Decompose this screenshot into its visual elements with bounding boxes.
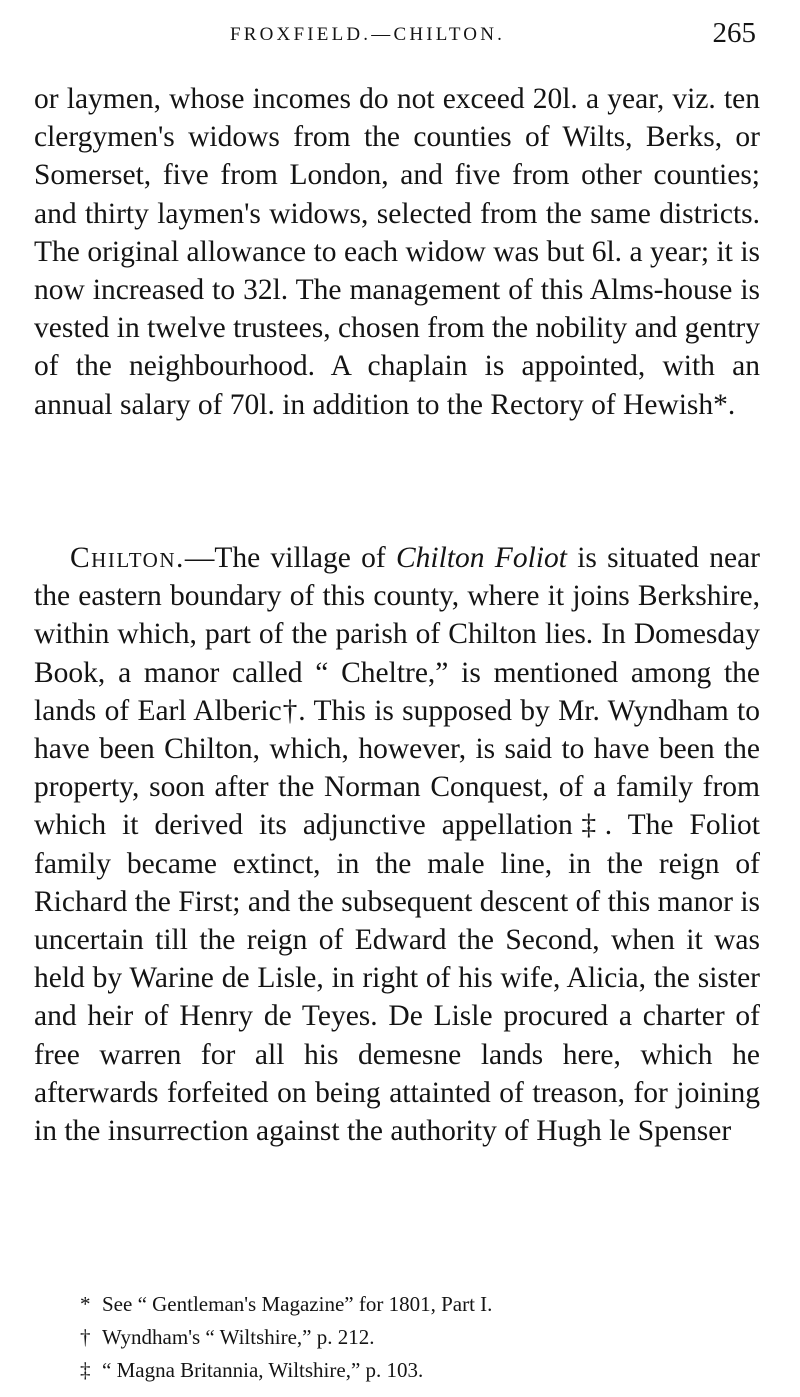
paragraph-chilton-text-b: is situated near the eastern boundary of this county, where it joins Berkshire, within which, part of the parish of Chilton lies. In Domesday Book, a manor called “ Cheltre,” is mentioned among the lands of Earl Alberic†. This is supposed by Mr. Wyndham to have been Chilton, which, however, is said to have been the property, soon after the Norman Conquest, of a family from which it derived its adjunctive appellation‡. The Foliot family became extinct, in the male line, in the reign of Richard the First; and the subsequent descent of this manor is uncertain till the reign of Edward the Second, when it was held by Warine de Lisle, in right of his wife, Alicia, the sister and heir of Henry de Teyes. De Lisle procured a charter of free warren for all his demesne lands here, which he afterwards forfeited on being attainted of treason, for joining in the insurrection against the authority of Hugh le Spenser bbox=[34, 542, 760, 1148]
footnote bbox=[80, 1354, 720, 1387]
footnote-mark: ‡ bbox=[80, 1358, 91, 1382]
running-title: FROXFIELD.—CHILTON. bbox=[230, 24, 506, 45]
footnote bbox=[80, 1288, 720, 1321]
running-head bbox=[34, 14, 760, 54]
footnotes bbox=[80, 1288, 720, 1387]
page-number: 265 bbox=[712, 17, 756, 49]
footnote-text: Wyndham's “ Wiltshire,” p. 212. bbox=[102, 1325, 375, 1349]
footnote-mark: * bbox=[80, 1292, 91, 1316]
footnote-text: See “ Gentleman's Magazine” for 1801, Part I. bbox=[102, 1292, 493, 1316]
place-name-chilton-foliot: Chilton Foliot bbox=[396, 542, 567, 574]
paragraph-froxfield-continued: or laymen, whose incomes do not exceed 20l. a year, viz. ten clergymen's widows from the counties of Wilts, Berks, or Somerset, five from London, and five from other counties; and thirty laymen's widows, selected from the same districts. The original allowance to each widow was but 6l. a year; it is now increased to 32l. The management of this Alms-house is vested in twelve trustees, chosen from the nobility and gentry of the neighbourhood. A chaplain is appointed, with an annual salary of 70l. in addition to the Rectory of Hewish*. bbox=[34, 83, 760, 421]
footnote-text: “ Magna Britannia, Wiltshire,” p. 103. bbox=[102, 1358, 424, 1382]
paragraph-chilton-text-a: —The village of bbox=[184, 542, 396, 574]
section-heading-chilton: Chilton. bbox=[70, 542, 185, 574]
footnote bbox=[80, 1321, 720, 1354]
paragraph-chilton bbox=[34, 539, 760, 1150]
footnote-mark: † bbox=[80, 1325, 91, 1349]
